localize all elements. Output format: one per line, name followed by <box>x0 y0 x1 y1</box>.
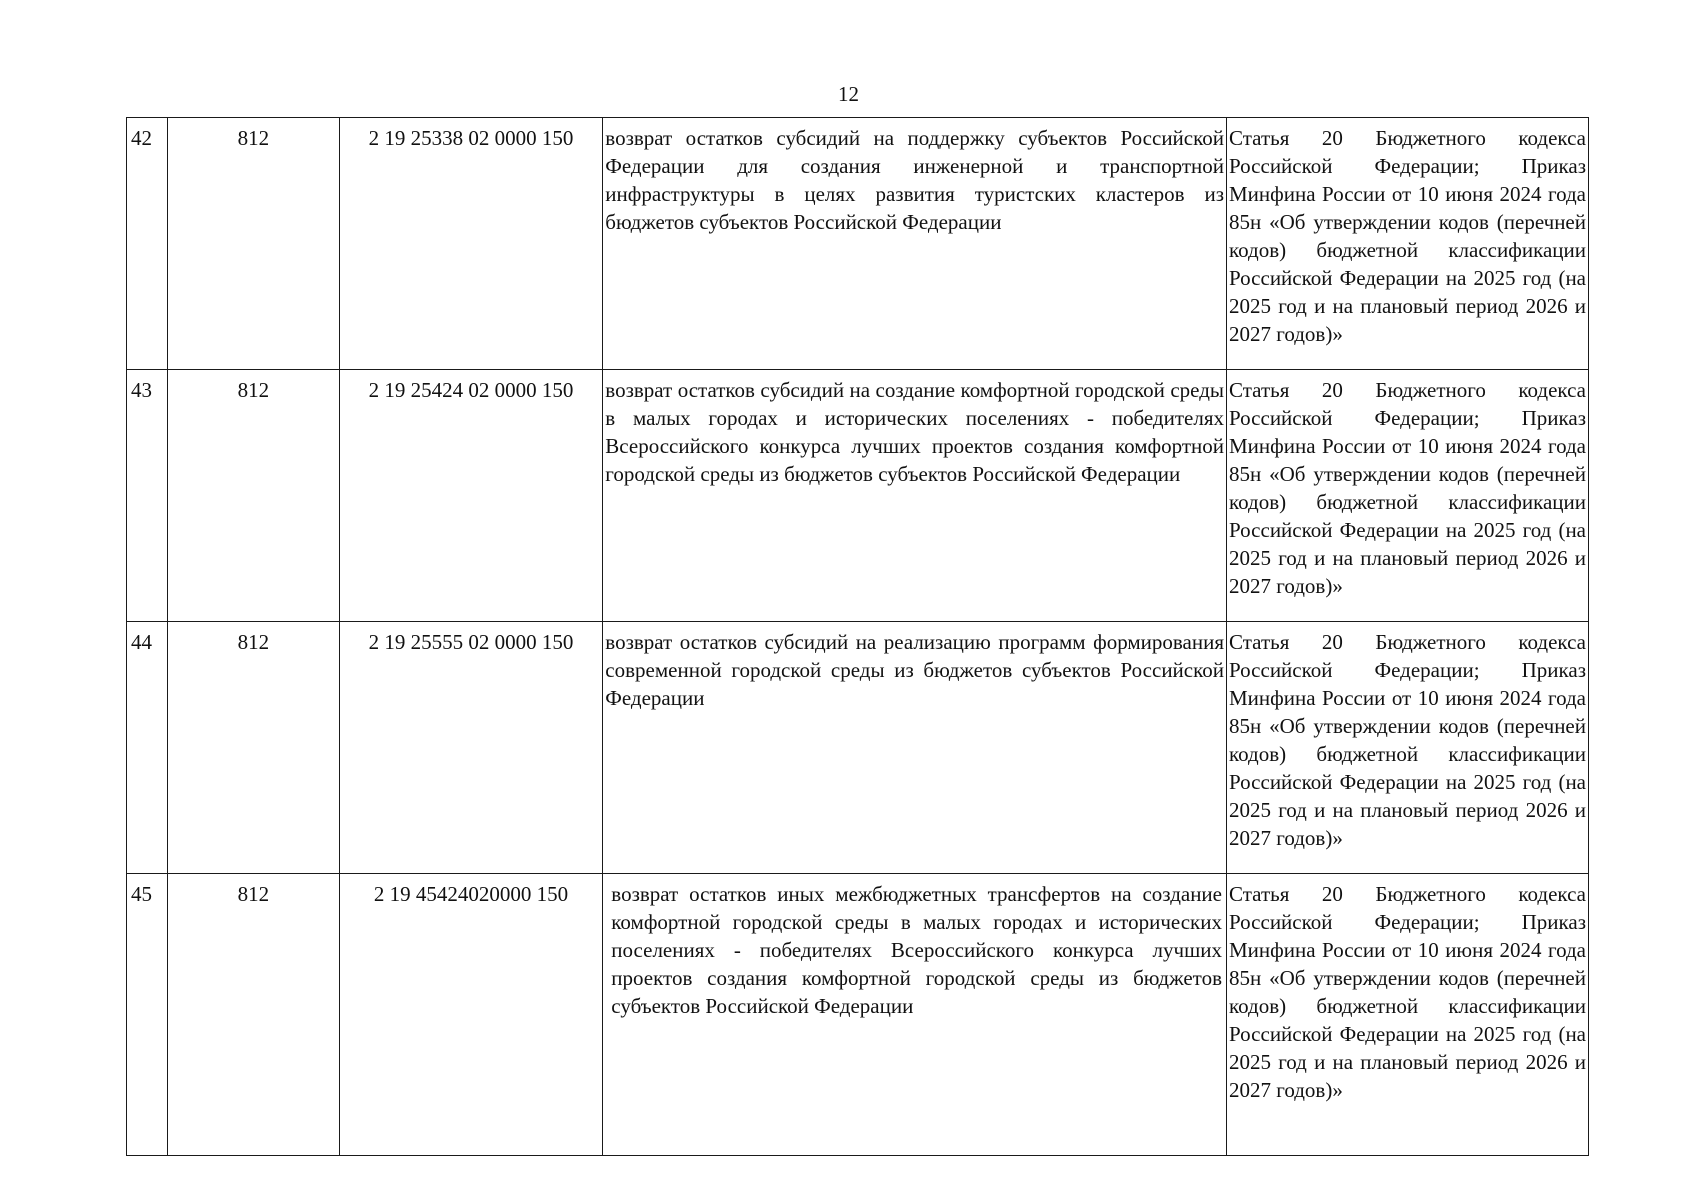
table-row <box>127 370 1589 622</box>
income-description: возврат остатков субсидий на поддержку субъектов Российской Федерации для создания инженерной и транспортной инфраструктуры в целях развития туристских кластеров из бюджетов субъектов Российской Федерации <box>603 118 1227 370</box>
table-row <box>127 118 1589 370</box>
income-description: возврат остатков субсидий на создание комфортной городской среды в малых городах и исторических поселениях - победителях Всероссийского конкурса лучших проектов создания комфортной городской среды из бюджетов субъектов Российской Федерации <box>603 370 1227 622</box>
admin-code: 812 <box>168 370 339 622</box>
legal-basis: Статья 20 Бюджетного кодекса Российской Федерации; Приказ Минфина России от 10 июня 2024 года 85н «Об утверждении кодов (перечней кодов) бюджетной классификации Российской Федерации на 2025 год (на 2025 год и на плановый период 2026 и 2027 годов)» <box>1227 370 1589 622</box>
admin-code: 812 <box>168 118 339 370</box>
page-number: 12 <box>838 82 859 106</box>
budget-classification-code: 2 19 25555 02 0000 150 <box>339 622 603 874</box>
row-number: 42 <box>127 118 168 370</box>
legal-basis: Статья 20 Бюджетного кодекса Российской Федерации; Приказ Минфина России от 10 июня 2024 года 85н «Об утверждении кодов (перечней кодов) бюджетной классификации Российской Федерации на 2025 год (на 2025 год и на плановый период 2026 и 2027 годов)» <box>1227 118 1589 370</box>
admin-code: 812 <box>168 622 339 874</box>
budget-classification-code: 2 19 25338 02 0000 150 <box>339 118 603 370</box>
budget-codes-table <box>126 117 1589 1156</box>
table-row <box>127 622 1589 874</box>
income-description: возврат остатков субсидий на реализацию программ формирования современной городской среды из бюджетов субъектов Российской Федерации <box>603 622 1227 874</box>
admin-code: 812 <box>168 874 339 1156</box>
budget-classification-code: 2 19 25424 02 0000 150 <box>339 370 603 622</box>
legal-basis: Статья 20 Бюджетного кодекса Российской Федерации; Приказ Минфина России от 10 июня 2024 года 85н «Об утверждении кодов (перечней кодов) бюджетной классификации Российской Федерации на 2025 год (на 2025 год и на плановый период 2026 и 2027 годов)» <box>1227 874 1589 1156</box>
row-number: 45 <box>127 874 168 1156</box>
income-description: возврат остатков иных межбюджетных трансфертов на создание комфортной городской среды в малых городах и исторических поселениях - победителях Всероссийского конкурса лучших проектов создания комфортной городской среды из бюджетов субъектов Российской Федерации <box>603 874 1227 1156</box>
legal-basis: Статья 20 Бюджетного кодекса Российской Федерации; Приказ Минфина России от 10 июня 2024 года 85н «Об утверждении кодов (перечней кодов) бюджетной классификации Российской Федерации на 2025 год (на 2025 год и на плановый период 2026 и 2027 годов)» <box>1227 622 1589 874</box>
row-number: 43 <box>127 370 168 622</box>
budget-classification-code: 2 19 45424020000 150 <box>339 874 603 1156</box>
row-number: 44 <box>127 622 168 874</box>
table-row <box>127 874 1589 1156</box>
